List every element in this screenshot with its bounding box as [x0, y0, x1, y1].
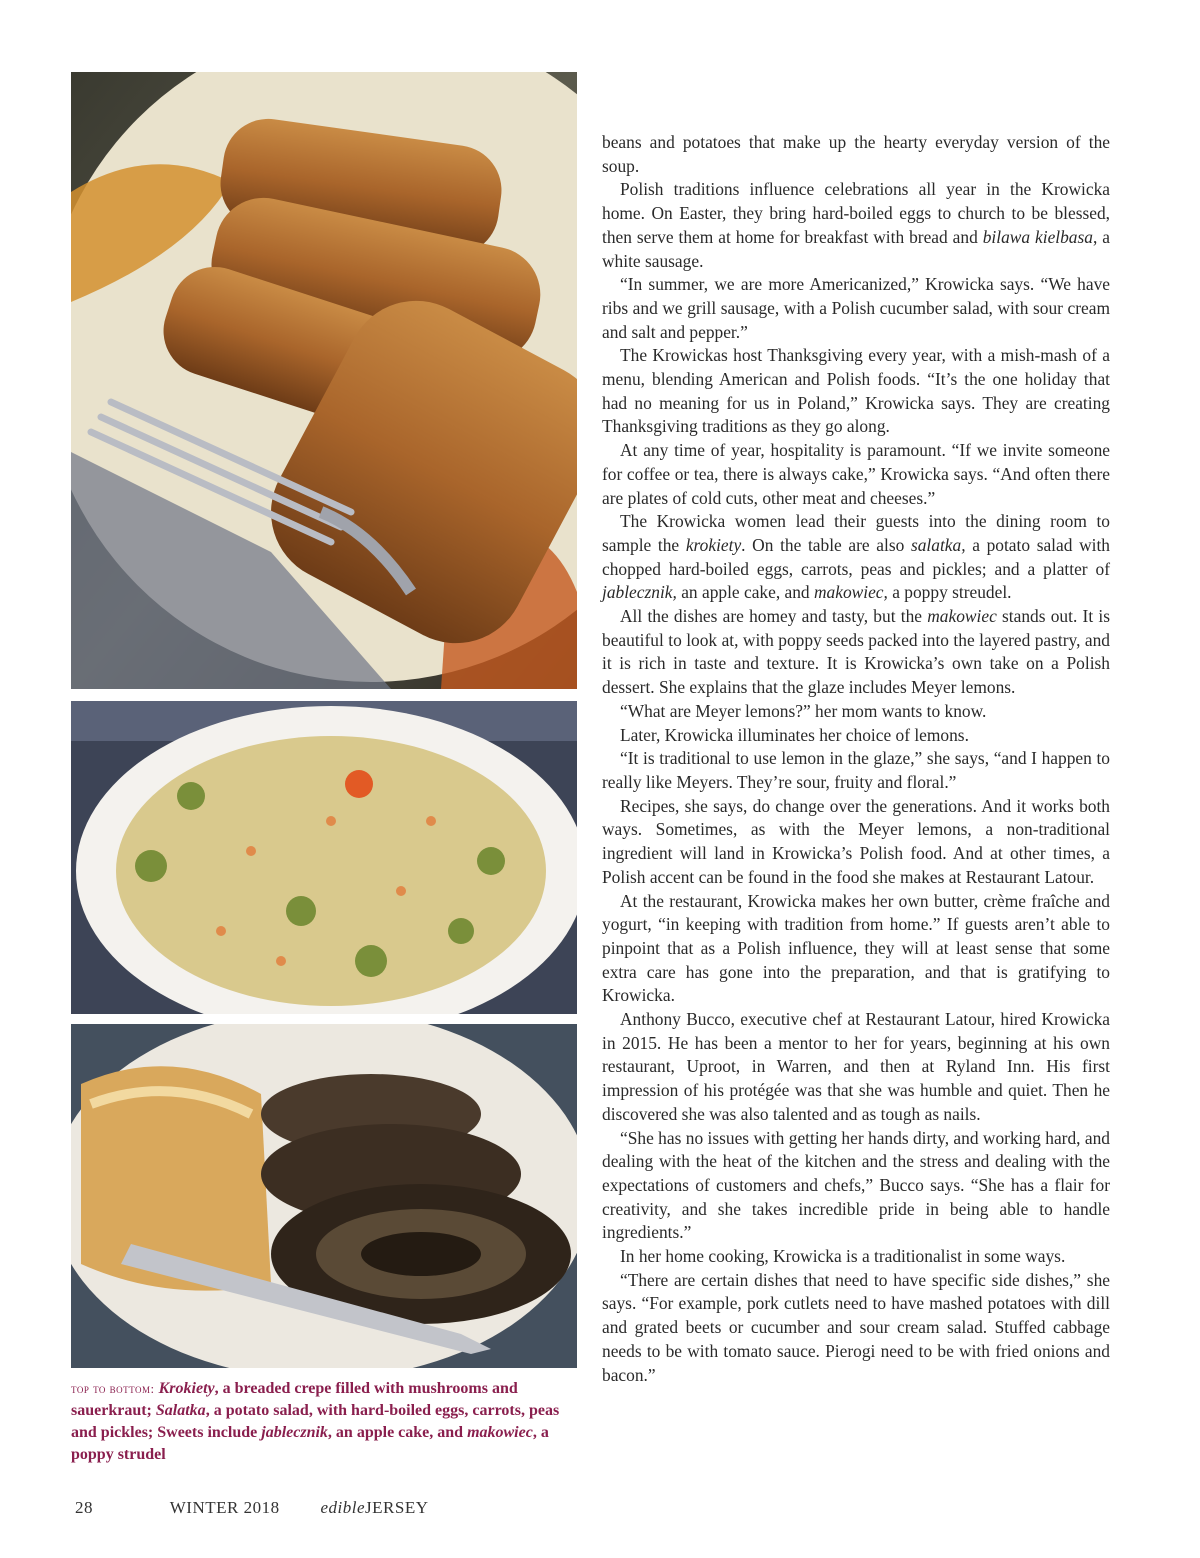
article-paragraph — [602, 344, 1110, 439]
text-run: a poppy streudel. — [887, 582, 1012, 603]
article-paragraph — [602, 890, 1110, 1009]
text-run: , a white sausage. — [602, 226, 1110, 271]
text-run: stands out. It is beautiful to look at, with poppy seeds packed into the layered pastry, and it is rich in taste and texture. It is Krowicka’s own take on a Polish dessert. She explains that the glaze includes Meyer lemons. — [602, 606, 1110, 698]
text-run: makowiec, — [813, 582, 888, 603]
caption-lead: top to bottom: — [71, 1381, 155, 1396]
caption-part: Salatka — [155, 1402, 206, 1419]
text-run: “It is traditional to use lemon in the glaze,” she says, “and I happen to really like Meyers. They’re sour, fruity and floral.” — [602, 748, 1110, 792]
magazine-name-italic: edible — [320, 1498, 366, 1517]
text-run: “She has no issues with getting her hands dirty, and working hard, and dealing with the heat of the kitchen and the stress and dealing with the expectations of customers and chefs,” Bucco says. “She has a flair for creativity, and she takes incredible pride in being able to handle ingredients.” — [602, 1127, 1110, 1243]
text-run: jablecznik, — [602, 582, 677, 603]
text-run: a potato salad with chopped hard-boiled eggs, carrots, peas and pickles; and a platter of — [602, 534, 1110, 579]
text-run: makowiec — [927, 606, 997, 627]
magazine-name — [321, 1498, 429, 1518]
page-footer — [75, 1498, 575, 1518]
caption-part: , a potato salad, with hard-boiled eggs, carrots, peas and pickles; Sweets include — [71, 1402, 560, 1441]
article-paragraph — [602, 1269, 1110, 1388]
article-paragraph — [602, 724, 1110, 748]
article-paragraph — [602, 1008, 1110, 1127]
article-paragraph — [602, 605, 1110, 700]
caption-part: , a poppy strudel — [71, 1424, 549, 1463]
text-run: In her home cooking, Krowicka is a traditionalist in some ways. — [620, 1246, 1066, 1267]
text-run: “There are certain dishes that need to have specific side dishes,” she says. “For example, pork cutlets need to have mashed potatoes with dill and grated beets or cucumber and sour cream salad. Stuffed cabbage needs to be with tomato sauce. Pierogi need to be with fried onions and bacon.” — [602, 1269, 1110, 1385]
text-run: Anthony Bucco, executive chef at Restaurant Latour, hired Krowicka in 2015. He has been a mentor to her for years, beginning at his own restaurant, Uproot, in Warren, and then at Ryland Inn. His first impression of his protégée was that she was humble and quiet. Then he discovered she was also talented and as tough as nails. — [602, 1009, 1110, 1124]
photo-caption — [71, 1378, 571, 1466]
text-run: All the dishes are homey and tasty, but the — [620, 606, 928, 627]
photo-krokiety — [71, 72, 577, 689]
article-paragraph — [602, 178, 1110, 273]
photo-sweets — [71, 1024, 577, 1368]
article-column — [602, 131, 1110, 1387]
caption-part: , a breaded crepe filled with mushrooms and sauerkraut; — [71, 1380, 518, 1419]
caption-part: jablecznik — [261, 1424, 328, 1441]
caption-part: , an apple cake, and — [327, 1424, 468, 1441]
page-number: 28 — [75, 1498, 93, 1517]
article-paragraph — [602, 747, 1110, 794]
text-run: At any time of year, hospitality is paramount. “If we invite someone for coffee or tea, there is always cake,” Krowicka says. “And often there are plates of cold cuts, other meat and cheeses.” — [602, 440, 1110, 508]
article-paragraph — [602, 131, 1110, 178]
article-paragraph — [602, 510, 1110, 605]
text-run: beans and potatoes that make up the hearty everyday version of the soup. — [602, 132, 1110, 176]
article-paragraph — [602, 795, 1110, 890]
text-run: krokiety — [685, 534, 742, 555]
article-paragraph — [602, 439, 1110, 510]
article-paragraph — [602, 1127, 1110, 1246]
article-paragraph — [602, 1245, 1110, 1269]
text-run: “In summer, we are more Americanized,” Krowicka says. “We have ribs and we grill sausage, with a Polish cucumber salad, with sour cream and salt and pepper.” — [602, 274, 1110, 342]
text-run: “What are Meyer lemons?” her mom wants to know. — [620, 700, 987, 721]
article-paragraph — [602, 700, 1110, 724]
magazine-name-rest: JERSEY — [365, 1498, 429, 1517]
text-run: At the restaurant, Krowicka makes her own butter, crème fraîche and yogurt, “in keeping with tradition from home.” If guests aren’t able to pinpoint that as a Polish influence, they will at least sense that some extra care has gone into the preparation, and that is gratifying to Krowicka. — [602, 890, 1110, 1006]
text-run: bilawa kielbasa — [982, 226, 1093, 247]
caption-part: Krokiety — [158, 1380, 215, 1397]
text-run: Recipes, she says, do change over the generations. And it works both ways. Sometimes, as with the Meyer lemons, a non-traditional ingredient will land in Krowicka’s Polish food. And at other times, a Polish accent can be found in the food she makes at Restaurant Latour. — [602, 795, 1110, 887]
text-run: Polish traditions influence celebrations all year in the Krowicka home. On Easter, they bring hard-boiled eggs to church to be blessed, then serve them at home for breakfast with bread and — [602, 179, 1110, 247]
photo-salatka — [71, 701, 577, 1014]
text-run: . On the table are also — [741, 534, 911, 555]
text-run: The Krowicka women lead their guests into the dining room to sample the — [602, 511, 1110, 555]
article-paragraph — [602, 273, 1110, 344]
issue-label: WINTER 2018 — [169, 1498, 280, 1517]
text-run: an apple cake, and — [676, 582, 814, 603]
text-run: salatka, — [910, 534, 966, 555]
text-run: The Krowickas host Thanksgiving every year, with a mish-mash of a menu, blending American and Polish foods. “It’s the one holiday that had no meaning for us in Poland,” Krowicka says. They are creating Thanksgiving traditions as they go along. — [602, 345, 1110, 437]
text-run: Later, Krowicka illuminates her choice of lemons. — [620, 724, 969, 745]
caption-part: makowiec — [467, 1424, 533, 1441]
